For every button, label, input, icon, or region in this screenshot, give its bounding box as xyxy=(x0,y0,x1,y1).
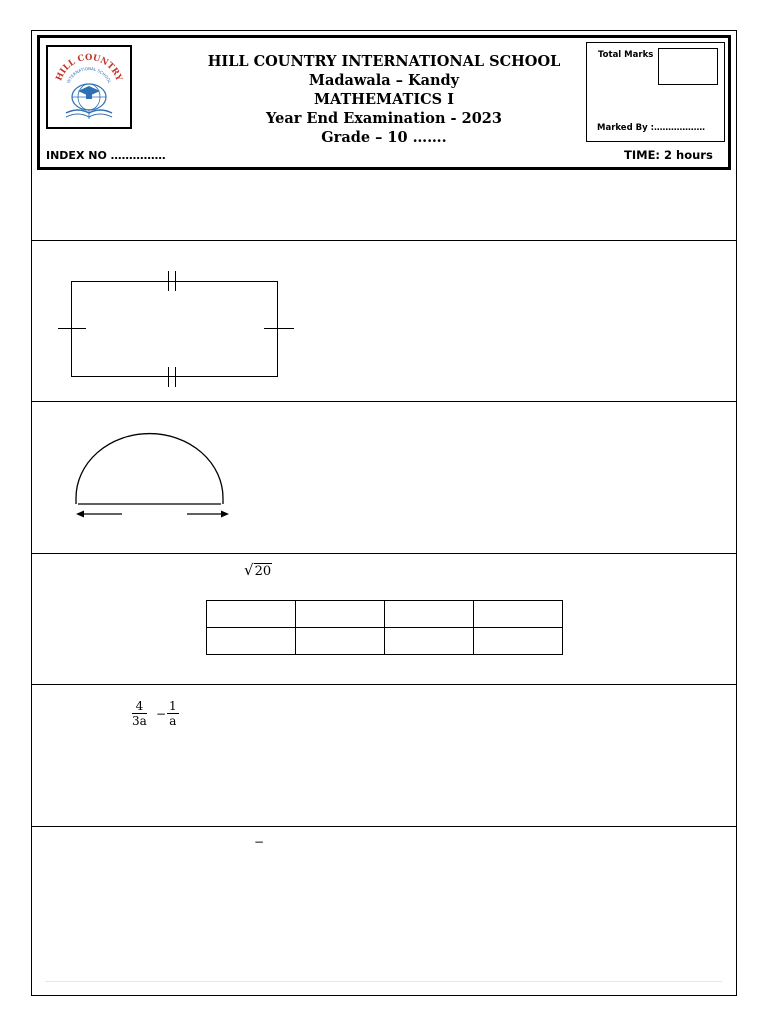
section-divider xyxy=(31,826,737,827)
fraction-numerator: 1 xyxy=(169,699,177,713)
fraction-denominator: 3a xyxy=(132,714,147,728)
grade-line: Grade – 10 ……. xyxy=(321,129,447,146)
square-root-expression xyxy=(244,561,272,579)
table-cell[interactable] xyxy=(474,601,563,628)
table-cell[interactable] xyxy=(385,628,474,655)
total-marks-field[interactable] xyxy=(658,48,718,85)
dash-mark: − xyxy=(254,835,265,849)
fraction-denominator: a xyxy=(169,714,177,728)
school-logo xyxy=(46,45,132,129)
side-mark xyxy=(264,328,294,329)
exam-time: TIME: 2 hours xyxy=(624,148,713,162)
equal-side-mark xyxy=(175,367,176,387)
school-logo-graphic xyxy=(48,47,130,127)
radical-sign: √ xyxy=(244,561,254,579)
table-cell[interactable] xyxy=(474,628,563,655)
footer-line xyxy=(45,981,722,982)
rectangle-figure xyxy=(71,281,278,377)
section-divider xyxy=(31,240,737,241)
equal-side-mark xyxy=(168,271,169,291)
section-divider xyxy=(31,401,737,402)
radicand: 20 xyxy=(254,564,272,579)
equal-side-mark xyxy=(168,367,169,387)
semicircle-figure xyxy=(70,428,240,526)
minus-operator: − xyxy=(156,707,167,721)
table-cell[interactable] xyxy=(296,628,385,655)
subject-title: MATHEMATICS I xyxy=(314,91,454,108)
fraction-first xyxy=(132,699,147,728)
table-cell[interactable] xyxy=(207,628,296,655)
side-mark xyxy=(58,328,86,329)
index-number-field: INDEX NO …………… xyxy=(46,149,166,162)
table-cell[interactable] xyxy=(385,601,474,628)
fraction-second xyxy=(167,699,179,728)
exam-title: Year End Examination - 2023 xyxy=(266,110,502,127)
table-cell[interactable] xyxy=(296,601,385,628)
equal-side-mark xyxy=(175,271,176,291)
exam-title-block xyxy=(180,52,588,147)
fraction-numerator: 4 xyxy=(132,699,147,714)
logo-subtitle: INTERNATIONAL SCHOOL xyxy=(65,65,113,84)
table-cell[interactable] xyxy=(207,601,296,628)
answer-table xyxy=(206,600,563,655)
section-divider xyxy=(31,553,737,554)
school-location: Madawala – Kandy xyxy=(308,72,460,89)
marked-by-label: Marked By :……………… xyxy=(597,123,705,133)
total-marks-label: Total Marks xyxy=(598,50,654,60)
school-name: HILL COUNTRY INTERNATIONAL SCHOOL xyxy=(207,53,561,70)
logo-title: HILL COUNTRY xyxy=(54,52,124,83)
section-divider xyxy=(31,684,737,685)
